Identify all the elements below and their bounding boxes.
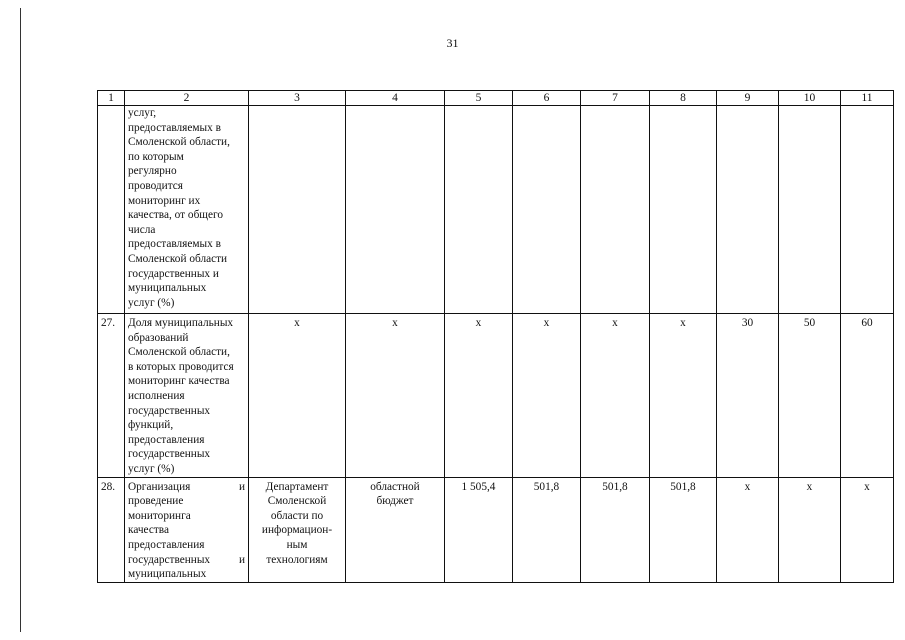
table-cell: 501,8: [513, 477, 581, 582]
table-cell: х: [513, 314, 581, 478]
table-cell: х: [650, 314, 717, 478]
description-line: Смоленской области,: [128, 136, 230, 149]
table-row-continued: [98, 106, 894, 314]
column-header-3: 3: [249, 91, 346, 106]
row-number: 28.: [98, 477, 125, 582]
description-line: по которым: [128, 150, 184, 163]
description-line: мониторинг качества: [128, 375, 230, 388]
description-line: государственных и: [128, 267, 219, 280]
cell-line: Смоленской: [267, 495, 327, 508]
program-table: [97, 90, 894, 583]
description-line: качества: [128, 524, 170, 537]
indicator-description: [125, 477, 249, 582]
table-row-28: [98, 477, 894, 582]
table-cell-empty: [513, 106, 581, 314]
description-line: проводится: [128, 179, 184, 192]
description-line: числа: [128, 223, 156, 236]
description-line: услуг (%): [128, 296, 175, 309]
cell-line: информацион-: [261, 524, 333, 537]
description-line: образований: [128, 331, 189, 344]
column-header-7: 7: [581, 91, 650, 106]
indicator-description: [125, 314, 249, 478]
table-cell: х: [581, 314, 650, 478]
table-cell-empty: [841, 106, 894, 314]
description-line: качества, от общего: [128, 209, 224, 222]
table-cell: 501,8: [650, 477, 717, 582]
row-number: 27.: [98, 314, 125, 478]
table-cell: х: [249, 314, 346, 478]
cell-line: бюджет: [376, 495, 414, 508]
column-header-9: 9: [717, 91, 779, 106]
cell-line: ным: [286, 538, 308, 551]
description-line: предоставления: [128, 433, 205, 446]
column-header-2: 2: [125, 91, 249, 106]
column-header-6: 6: [513, 91, 581, 106]
table-cell-empty: [717, 106, 779, 314]
table-cell: х: [445, 314, 513, 478]
description-line: государственных: [128, 448, 211, 461]
cell-line: областной: [370, 480, 420, 493]
table-cell: 30: [717, 314, 779, 478]
description-line: предоставляемых в: [128, 238, 221, 251]
description-line: [128, 553, 245, 568]
description-line: услуг (%): [128, 462, 175, 475]
funding-source-cell: [346, 477, 445, 582]
column-header-5: 5: [445, 91, 513, 106]
table-cell: 1 505,4: [445, 477, 513, 582]
table-cell: х: [841, 477, 894, 582]
indicator-description: [125, 106, 249, 314]
description-word: и: [238, 553, 245, 566]
cell-line: области по: [270, 509, 324, 522]
row-number: [98, 106, 125, 314]
cell-line: технологиям: [266, 553, 328, 566]
description-line: Смоленской области,: [128, 346, 230, 359]
responsible-executor-cell: [249, 477, 346, 582]
table-row-27: [98, 314, 894, 478]
column-header-10: 10: [779, 91, 841, 106]
table-cell: 50: [779, 314, 841, 478]
description-line: проведение: [128, 495, 184, 508]
table-cell: 501,8: [581, 477, 650, 582]
description-line: государственных: [128, 404, 211, 417]
table-cell-empty: [650, 106, 717, 314]
description-line: муниципальных: [128, 282, 207, 295]
table-cell-empty: [249, 106, 346, 314]
page-margin-line: [20, 8, 21, 632]
column-header-8: 8: [650, 91, 717, 106]
description-line: муниципальных: [128, 568, 207, 581]
table-header-row: [98, 91, 894, 106]
description-line: Доля муниципальных: [128, 317, 234, 329]
table-cell: 60: [841, 314, 894, 478]
table-cell: х: [346, 314, 445, 478]
description-line: предоставляемых в: [128, 121, 221, 134]
description-line: в которых проводится: [128, 360, 234, 373]
description-line: [128, 480, 245, 495]
column-header-1: 1: [98, 91, 125, 106]
table-cell-empty: [581, 106, 650, 314]
description-line: исполнения: [128, 389, 185, 402]
table-cell-empty: [445, 106, 513, 314]
column-header-11: 11: [841, 91, 894, 106]
table-cell-empty: [779, 106, 841, 314]
description-word: и: [238, 480, 245, 493]
description-line: регулярно: [128, 165, 177, 178]
cell-line: Департамент: [265, 480, 329, 493]
description-line: предоставления: [128, 538, 205, 551]
description-word: государственных: [128, 553, 211, 566]
description-line: мониторинг их: [128, 194, 201, 207]
description-line: Смоленской области: [128, 252, 228, 265]
column-header-4: 4: [346, 91, 445, 106]
table-cell-empty: [346, 106, 445, 314]
description-line: мониторинга: [128, 509, 191, 522]
table-cell: х: [779, 477, 841, 582]
description-line: услуг,: [128, 107, 157, 119]
page-number: 31: [446, 36, 459, 50]
description-line: функций,: [128, 419, 174, 432]
description-word: Организация: [128, 480, 191, 493]
table-cell: х: [717, 477, 779, 582]
